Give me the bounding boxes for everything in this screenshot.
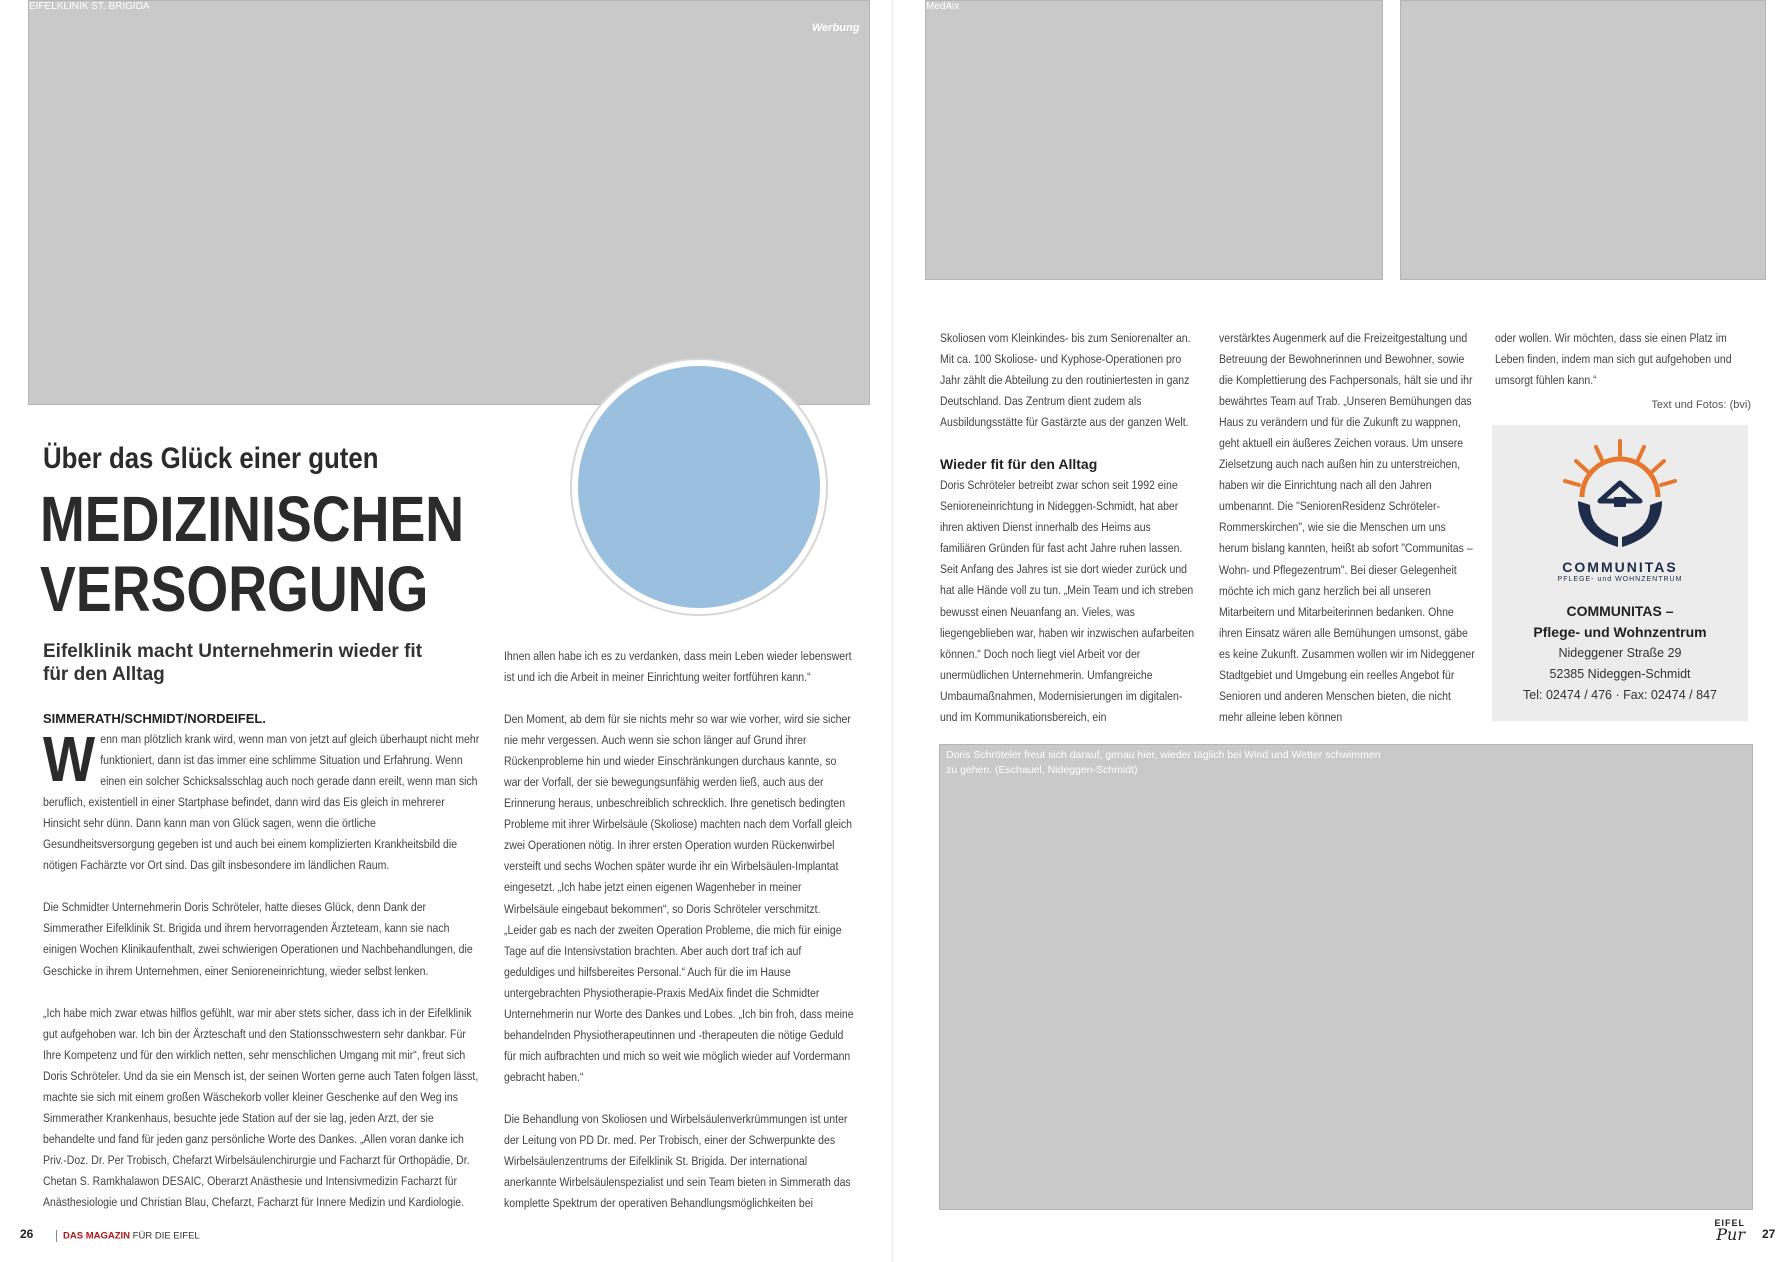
paragraph: Ihnen allen habe ich es zu verdanken, dass mein Leben wieder lebenswert ist und ich die Arbeit in meiner Einrichtung weiter fortführen kann.“ — [504, 649, 852, 685]
ad-phone-fax: Tel: 02474 / 476 · Fax: 02474 / 847 — [1523, 688, 1717, 702]
subheadline: Eifelklinik macht Unternehmerin wieder fit für den Alltag — [43, 641, 423, 685]
page-number-right: 27 — [1762, 1227, 1776, 1241]
paragraph: „Ich habe mich zwar etwas hilflos gefühlt, war mir aber stets sicher, dass ich in der Eifelklinik gut aufgehoben war. Ich bin der Ärzteschaft und den Stationsschwestern sehr dankbar. Für Ihre Kompetenz und für den wirklich netten, sehr menschlichen Umgang mit mir“, freut sich Doris Schröteler. Und da sie ein Mensch ist, der seinen Worten gerne auch Taten folgen lässt, machte sie sich mit einem großen Wäschekorb voller kleiner Geschenke auf den Weg ins Simmerather Krankenhaus, besuchte jede Station auf der sie lag, jeden Arzt, der sie behandelte und fand für jeden ganz persönliche Worte des Dankes. „Allen voran danke ich Priv.-Doz. Dr. Per Trobisch, Chefarzt Wirbelsäulenchirurgie und Facharzt für Orthopädie, Dr. Chetan S. Ramkhalawon DESAIC, Oberarzt Anästhesie und Intensivmedizin Facharzt für Anästhesiologie und Christian Blau, Chefarzt, Facharzt für Innere Medizin und Kardiologie. — [43, 1005, 479, 1209]
paragraph: Die Schmidter Unternehmerin Doris Schröteler, hatte dieses Glück, denn Dank der Simmerather Eifelklinik St. Brigida und ihrem hervorragenden Ärzteteam, kann sie nach einigen Wochen Klinikaufenthalt, zwei schwierigen Operationen und Nachbehandlungen, die Geschicke in ihrem Unternehmen, einer Senioreneinrichtung, wieder selbst lenken. — [43, 900, 473, 978]
photo-rursee-mural — [939, 744, 1753, 1210]
photo-credit: Text und Fotos: (bvi) — [1651, 399, 1751, 412]
ad-city: 52385 Nideggen-Schmidt — [1549, 667, 1691, 681]
paragraph: Den Moment, ab dem für sie nichts mehr so war wie vorher, wird sie sicher nie mehr vergessen. Auch wenn sie schon länger auf Grund ihrer Rückenprobleme hin und wieder Einschränkungen durchaus kannte, so war der Vorfall, der sie bewegungsunfähig werden ließ, auch aus der Erinnerung heraus, unbeschreiblich schrecklich. Ihre genetisch bedingten Probleme mit ihrer Wirbelsäule (Skoliose) machten nach dem Vorfall gleich zwei Operationen nötig. In ihrer ersten Operation wurden Rückenwirbel versteift und sechs Wochen später wurde ihr ein Wirbelsäulen-Implantat eingesetzt. „Ich habe jetzt einen eigenen Wagenheber in meiner Wirbelsäule eingebaut bekommen“, so Doris Schröteler verschmitzt. „Leider gab es nach der zweiten Operation Probleme, die mich für einige Tage auf die Intensivstation brachten. Aber auch dort traf ich auf geduldiges und hilfsbereites Personal.“ Auch für die im Hause untergebrachten Physiotherapie-Praxis MedAix findet die Schmidter Unternehmerin nur Worte des Dankes und Lobes. „Ich bin froh, dass meine behandelnden Physiotherapeutinnen und -therapeuten die nötige Geduld für mich aufbrachten und mich so weit wie möglich wieder auf Vordermann gebracht haben.“ — [504, 712, 854, 1084]
communitas-logo — [1560, 439, 1680, 557]
ad-brand-name: COMMUNITAS — [1562, 559, 1678, 575]
ad-brand-tagline: PFLEGE- und WOHNZENTRUM — [1557, 576, 1683, 583]
photo-clinic-staff — [1400, 0, 1766, 280]
eifel-pur-logo — [1705, 1218, 1745, 1244]
communitas-advertisement — [1492, 425, 1748, 721]
section-heading: Wieder fit für den Alltag — [940, 456, 1098, 473]
paragraph: Skoliosen vom Kleinkindes- bis zum Seniorenalter an. Mit ca. 100 Skoliose- und Kyphose-Operationen pro Jahr zählt die Abteilung zu den routiniertesten in ganz Deutschland. Das Zentrum dient zudem als Ausbildungsstätte für Gastärzte aus der ganzen Welt. — [940, 331, 1191, 430]
paragraph: oder wollen. Wir möchten, dass sie einen Platz im Leben finden, indem man sich gut aufgehoben und umsorgt fühlen kann.“ — [1495, 331, 1732, 388]
logo-text-pur: Pur — [1716, 1225, 1745, 1244]
footer-magazine-name — [50, 1230, 200, 1242]
paragraph: Die Behandlung von Skoliosen und Wirbelsäulenverkrümmungen ist unter der Leitung von PD Dr. med. Per Trobisch, einer der Schwerpunkte des Wirbelsäulenzentrums der Eifelklinik St. Brigida. Der international anerkannte Wirbelsäulenspezialist und sein Team bieten in Simmerath das komplette Spektrum der operativen Behandlungsmöglichkeiten bei — [504, 1111, 851, 1211]
footer-divider — [56, 1230, 57, 1242]
footer-tagline: FÜR DIE EIFEL — [132, 1230, 200, 1242]
paragraph — [43, 723, 483, 876]
ad-name-line-2: Pflege- und Wohnzentrum — [1533, 624, 1707, 640]
article-column-2 — [504, 646, 854, 1235]
article-column-4 — [1219, 328, 1477, 749]
sun-house-hands-icon — [1560, 439, 1680, 557]
dateline: SIMMERATH/SCHMIDT/NORDEIFEL. — [43, 711, 266, 726]
ad-street: Nideggener Straße 29 — [1558, 646, 1682, 660]
advertisement-marker: Werbung — [812, 22, 860, 34]
paragraph: verstärktes Augenmerk auf die Freizeitgestaltung und Betreuung der Bewohnerinnen und Bewohner, sowie die Komplettierung des Fachpersonals, hält sie und ihr bewährtes Team auf Trab. „Unseren Bemühungen das Haus zu verändern und für die Zukunft zu wappnen, geht aktuell ein äußeres Zeichen voraus. Um unsere Zielsetzung auch nach außen hin zu unterstreichen, haben wir die Einrichtung nach all den Jahren umbenannt. Die "SeniorenResidenz Schröteler-Rommerskirchen", wie sie die Menschen um uns herum bislang kannten, heißt ab sofort "Communitas – Wohn- und Pflegezentrum". Bei dieser Gelegenheit möchte ich mich ganz herzlich bei all unseren Mitarbeitern und Mitarbeiterinnen bedanken. Ohne ihren Einsatz wären alle Bemühungen umsonst, gäbe es keine Zukunft. Zusammen wollen wir im Nideggener Stadtgebiet und Umgebung ein reelles Angebot für Senioren und anderen Menschen bieten, die nicht mehr alleine leben können — [1219, 331, 1475, 724]
article-column-3 — [940, 328, 1198, 749]
drop-cap: W — [43, 723, 96, 796]
headline-kicker: Über das Glück einer guten — [43, 442, 379, 475]
headline-line-1: MEDIZINISCHEN — [40, 483, 465, 555]
paragraph-text: enn man plötzlich krank wird, wenn man von jetzt auf gleich überhaupt nicht mehr funktioniert, dann ist das immer eine schlimme Situation und Erfahrung. Wenn einen ein solcher Schicksalsschlag auch noch gerade dann ereilt, wenn man sich beruflich, existentiell in einer Startphase befindet, dann wird das Eis gleich in mehrerer Hinsicht sehr dünn. Dann kann man von Glück sagen, wenn die örtliche Gesundheitsversorgung gegeben ist und auch bei einem komplizierten Krankheitsbild die nötigen Fachärzte vor Ort sind. Das gilt insbesondere im ländlichen Raum. — [43, 732, 480, 873]
article-column-5 — [1495, 328, 1751, 416]
photo-caption: Doris Schröteler freut sich darauf, genau hier, wieder täglich bei Wind und Wetter schwimmen zu gehen. (Eschauel, Nideggen-Schmidt) — [946, 749, 1381, 776]
article-column-1 — [43, 708, 483, 1234]
photo-eifelklinik-building: EIFELKLINIK ST. BRIGIDA — [28, 0, 870, 405]
headline-main — [40, 484, 464, 624]
logo-text-eifel: EIFEL — [1714, 1218, 1745, 1228]
page-number-left: 26 — [20, 1227, 34, 1241]
ad-company-name — [1492, 601, 1748, 643]
headline-line-2: VERSORGUNG — [40, 553, 429, 625]
photo-medaix-reception: MedAix — [925, 0, 1383, 280]
paragraph: Doris Schröteler betreibt zwar schon seit 1992 eine Senioreneinrichtung in Nideggen-Schmidt, hat aber ihren aktiven Dienst innerhalb des Heims aus familiären Gründen für fast acht Jahre ruhen lassen. Seit Anfang des Jahres ist sie dort wieder zurück und hat alle Hände voll zu tun. „Mein Team und ich streben bewusst einen Neuanfang an. Vieles, was liegengeblieben war, haben wir inzwischen aufarbeiten können.“ Doch noch liegt viel Arbeit vor der unermüdlichen Unternehmerin. Umfangreiche Umbaumaßnahmen, Modernisierungen im digitalen- und im Kommunikationsbereich, ein — [940, 478, 1195, 724]
portrait-doris-schroeteler — [572, 360, 826, 614]
page-26 — [0, 0, 892, 1262]
ad-name-line-1: COMMUNITAS – — [1566, 603, 1674, 619]
footer-brand: DAS MAGAZIN — [63, 1230, 131, 1242]
